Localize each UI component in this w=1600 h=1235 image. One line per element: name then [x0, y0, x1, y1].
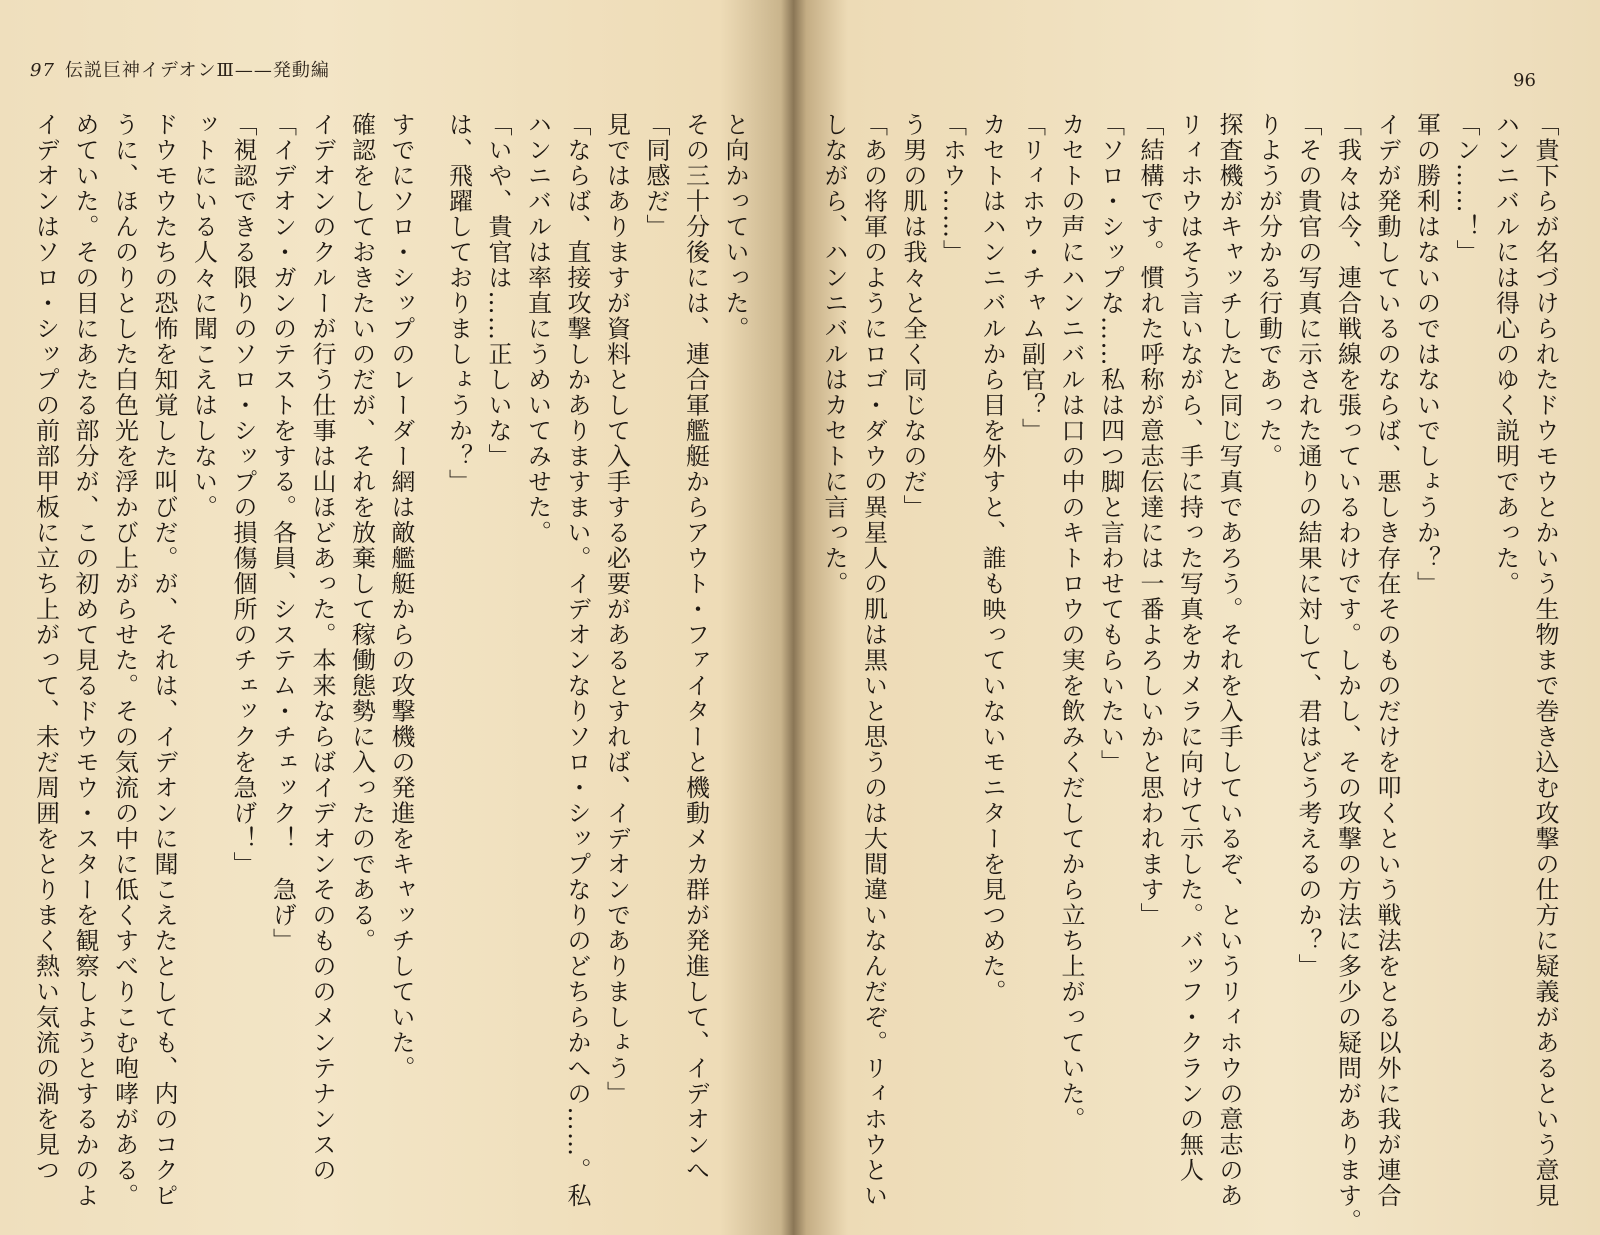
- text-line: 「ソロ・シップな……私は四つ脚と言わせてもらいたい」: [1096, 112, 1125, 775]
- text-line: 「結構です。慣れた呼称が意志伝達には一番よろしいかと思われます」: [1136, 112, 1164, 928]
- right-page-body: [820, 112, 1564, 1234]
- text-line: 「あの将軍のようにロゴ・ダウの異星人の肌は黒いと思うのは大間違いなんだぞ。リィホウとい: [859, 112, 888, 1209]
- text-line: 確認をしておきたいのだが、それを放棄して稼働態勢に入ったのである。: [347, 112, 376, 954]
- text-line: リィホウはそう言いながら、手に持った写真をカメラに向けて示した。バッフ・クランの無人: [1175, 112, 1204, 1183]
- text-line: すでにソロ・シップのレーダー網は敵艦艇からの攻撃機の発進をキャッチしていた。: [387, 112, 415, 1081]
- text-line: ドウモウたちの恐怖を知覚した叫びだ。が、それは、イデオンに聞こえたとしても、内のコクピ: [150, 112, 178, 1209]
- text-line: イデオンのクルーが行う仕事は山ほどあった。本来ならばイデオンそのもののメンテナンスの: [308, 112, 336, 1183]
- section-break: [420, 112, 438, 1212]
- text-line: 「イデオン・ガンのテストをする。各員、システム・チェック！ 急げ」: [268, 112, 297, 954]
- text-line: しながら、ハンニバルはカセトに言った。: [820, 112, 848, 597]
- left-page-body: [31, 112, 754, 1212]
- text-line: 「いや、貴官は……正しいな」: [484, 112, 512, 469]
- text-line: 「視認できる限りのソロ・シップの損傷個所のチェックを急げ！」: [229, 112, 257, 877]
- text-line: その三十分後には、連合軍艦艇からアウト・ファイターと機動メカ群が発進して、イデオンへ: [681, 112, 710, 1183]
- text-line: りようが分かる行動であった。: [1254, 112, 1283, 469]
- text-line: 見ではありますが資料として入手する必要があるとすれば、イデオンでありましょう」: [602, 112, 631, 1107]
- text-line: 「ホウ……」: [938, 112, 967, 265]
- text-line: は、飛躍しておりましょうか？」: [444, 112, 473, 495]
- text-line: ットにいる人々に聞こえはしない。: [189, 112, 218, 520]
- text-line: 「その貴官の写真に示された通りの結果に対して、君はどう考えるのか？」: [1294, 112, 1322, 979]
- right-page: [800, 0, 1600, 1235]
- text-line: 「貴下らが名づけられたドウモウとかいう生物まで巻き込む攻撃の仕方に疑義があるという意見: [1531, 112, 1559, 1209]
- text-line: 「同感だ」: [642, 112, 670, 240]
- text-line: めていた。その目にあたる部分が、この初めて見るドウモウ・スターを観察しようとするかのよ: [71, 112, 99, 1209]
- text-line: イデが発動しているのならば、悪しき存在そのものだけを叩くという戦法をとる以外に我が連合: [1373, 112, 1401, 1209]
- text-line: カセトの声にハンニバルは口の中のキトロウの実を飲みくだしてから立ち上がっていた。: [1057, 112, 1085, 1132]
- text-line: カセトはハンニバルから目を外すと、誰も映っていないモニターを見つめた。: [978, 112, 1006, 1005]
- text-line: 「ン……！」: [1452, 112, 1480, 265]
- page-number-left: 97: [30, 60, 55, 81]
- text-line: 探査機がキャッチしたと同じ写真であろう。それを入手しているぞ、というリィホウの意志のあ: [1215, 112, 1243, 1209]
- text-line: イデオンはソロ・シップの前部甲板に立ち上がって、未だ周囲をとりまく熱い気流の渦を見つ: [31, 112, 60, 1183]
- text-line: 「我々は今、連合戦線を張っているわけです。しかし、その攻撃の方法に多少の疑問があります。: [1333, 112, 1362, 1234]
- running-head-title: 伝説巨神イデオンⅢ——発動編: [64, 60, 330, 81]
- text-line: 軍の勝利はないのではないでしょうか？」: [1412, 112, 1441, 597]
- text-line: ハンニバルには得心のゆく説明であった。: [1491, 112, 1520, 597]
- running-header: [30, 56, 330, 82]
- text-line: 「リィホウ・チャム副官？」: [1017, 112, 1046, 444]
- text-line: うに、ほんのりとした白色光を浮かび上がらせた。その気流の中に低くすべりこむ咆哮がある。: [110, 112, 139, 1209]
- left-page: [0, 0, 780, 1235]
- text-line: ハンニバルは率直にうめいてみせた。: [523, 112, 552, 546]
- text-line: と向かっていった。: [721, 112, 749, 342]
- text-line: う男の肌は我々と全く同じなのだ」: [899, 112, 927, 520]
- page-number-right: 96: [1513, 70, 1536, 91]
- text-line: 「ならば、直接攻撃しかありますまい。イデオンなりソロ・シップなりのどちらかへの……。私: [563, 112, 591, 1209]
